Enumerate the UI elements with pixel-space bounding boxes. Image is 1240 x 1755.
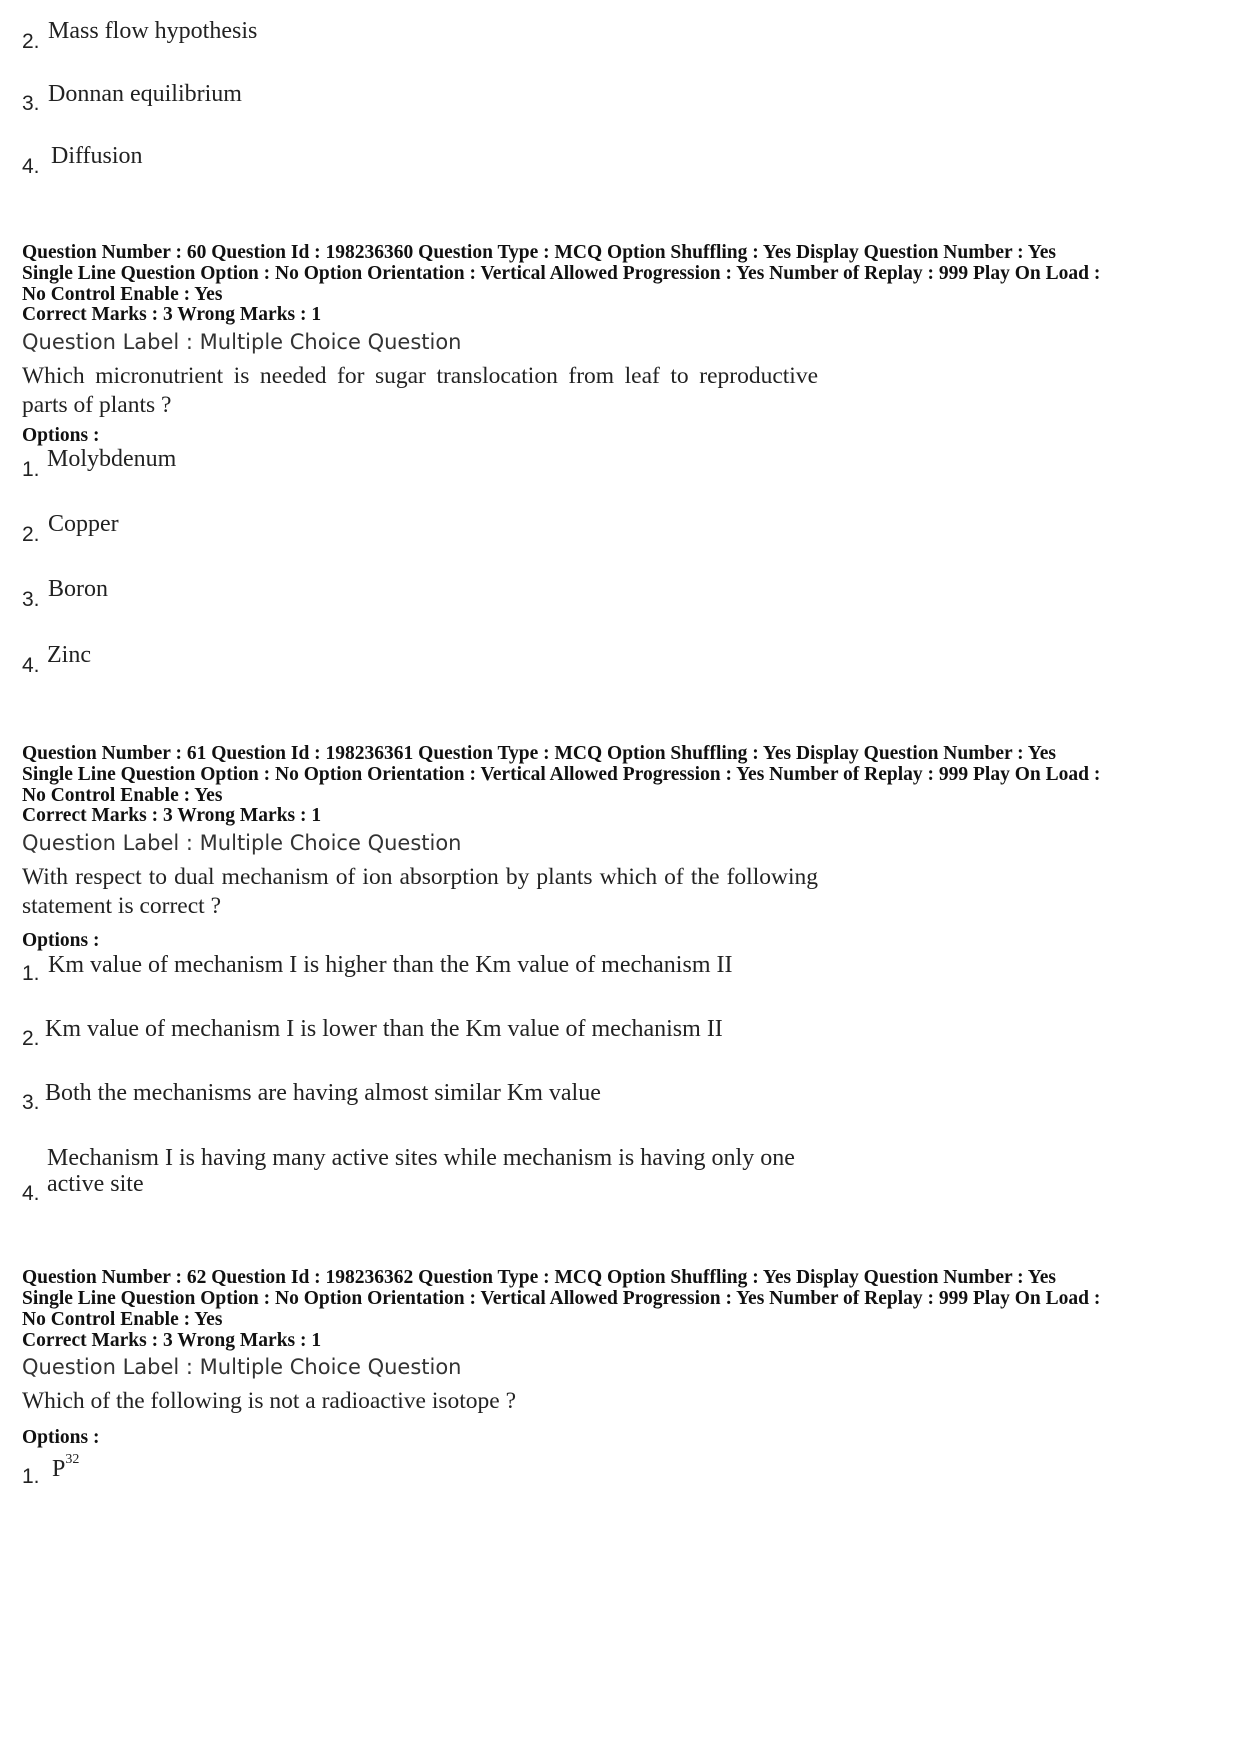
option-number: 2. [22,523,40,546]
option-text: Zinc [47,642,91,668]
question-label: Question Label : Multiple Choice Question [22,831,462,855]
option-number: 1. [22,1465,40,1488]
option-text [52,1452,80,1483]
option-text: Diffusion [51,143,143,169]
question-meta [22,242,1222,305]
question-meta-line: Single Line Question Option : No Option Orientation : Vertical Allowed Progression : Yes Number of Replay : 999 Play On Load : [22,263,1101,284]
question-meta-line: No Control Enable : Yes [22,785,223,806]
option-text: Km value of mechanism I is lower than the Km value of mechanism II [45,1016,723,1042]
option-number: 4. [22,1182,40,1205]
option-number: 2. [22,30,40,53]
question-marks: Correct Marks : 3 Wrong Marks : 1 [22,805,322,826]
option-text: Boron [48,576,108,602]
question-meta-line: Question Number : 62 Question Id : 198236362 Question Type : MCQ Option Shuffling : Yes Display Question Number : Yes [22,1267,1056,1288]
question-meta-line: Question Number : 61 Question Id : 198236361 Question Type : MCQ Option Shuffling : Yes Display Question Number : Yes [22,743,1056,764]
option-number: 4. [22,155,40,178]
option-text: Km value of mechanism I is higher than the Km value of mechanism II [48,952,733,978]
question-marks: Correct Marks : 3 Wrong Marks : 1 [22,304,322,325]
question-label: Question Label : Multiple Choice Question [22,330,462,354]
question-text: Which of the following is not a radioactive isotope ? [22,1388,517,1414]
option-text: Copper [48,511,119,537]
question-text: Which micronutrient is needed for sugar translocation from leaf to reproductive parts of plants ? [22,363,818,418]
options-heading: Options : [22,425,100,446]
option-number: 2. [22,1027,40,1050]
question-meta-line: Question Number : 60 Question Id : 198236360 Question Type : MCQ Option Shuffling : Yes Display Question Number : Yes [22,242,1056,263]
option-text-base: P [52,1456,66,1482]
option-number: 3. [22,588,40,611]
question-meta [22,1267,1222,1330]
option-number: 1. [22,962,40,985]
question-meta-line: Single Line Question Option : No Option Orientation : Vertical Allowed Progression : Yes Number of Replay : 999 Play On Load : [22,764,1101,785]
question-text: With respect to dual mechanism of ion absorption by plants which of the following statement is correct ? [22,864,818,919]
option-text: Molybdenum [47,446,177,472]
option-number: 4. [22,654,40,677]
question-meta [22,743,1222,806]
option-text-superscript: 32 [65,1452,80,1467]
option-text: Mechanism I is having many active sites while mechanism is having only one active site [47,1145,795,1197]
question-meta-line: No Control Enable : Yes [22,1309,223,1330]
options-heading: Options : [22,930,100,951]
question-meta-line: No Control Enable : Yes [22,284,223,305]
option-number: 3. [22,92,40,115]
option-text: Both the mechanisms are having almost similar Km value [45,1080,601,1106]
option-number: 1. [22,458,40,481]
options-heading: Options : [22,1427,100,1448]
option-number: 3. [22,1091,40,1114]
question-meta-line: Single Line Question Option : No Option Orientation : Vertical Allowed Progression : Yes Number of Replay : 999 Play On Load : [22,1288,1101,1309]
question-label: Question Label : Multiple Choice Question [22,1355,462,1379]
option-text: Donnan equilibrium [48,81,242,107]
question-marks: Correct Marks : 3 Wrong Marks : 1 [22,1330,322,1351]
option-text: Mass flow hypothesis [48,18,258,44]
